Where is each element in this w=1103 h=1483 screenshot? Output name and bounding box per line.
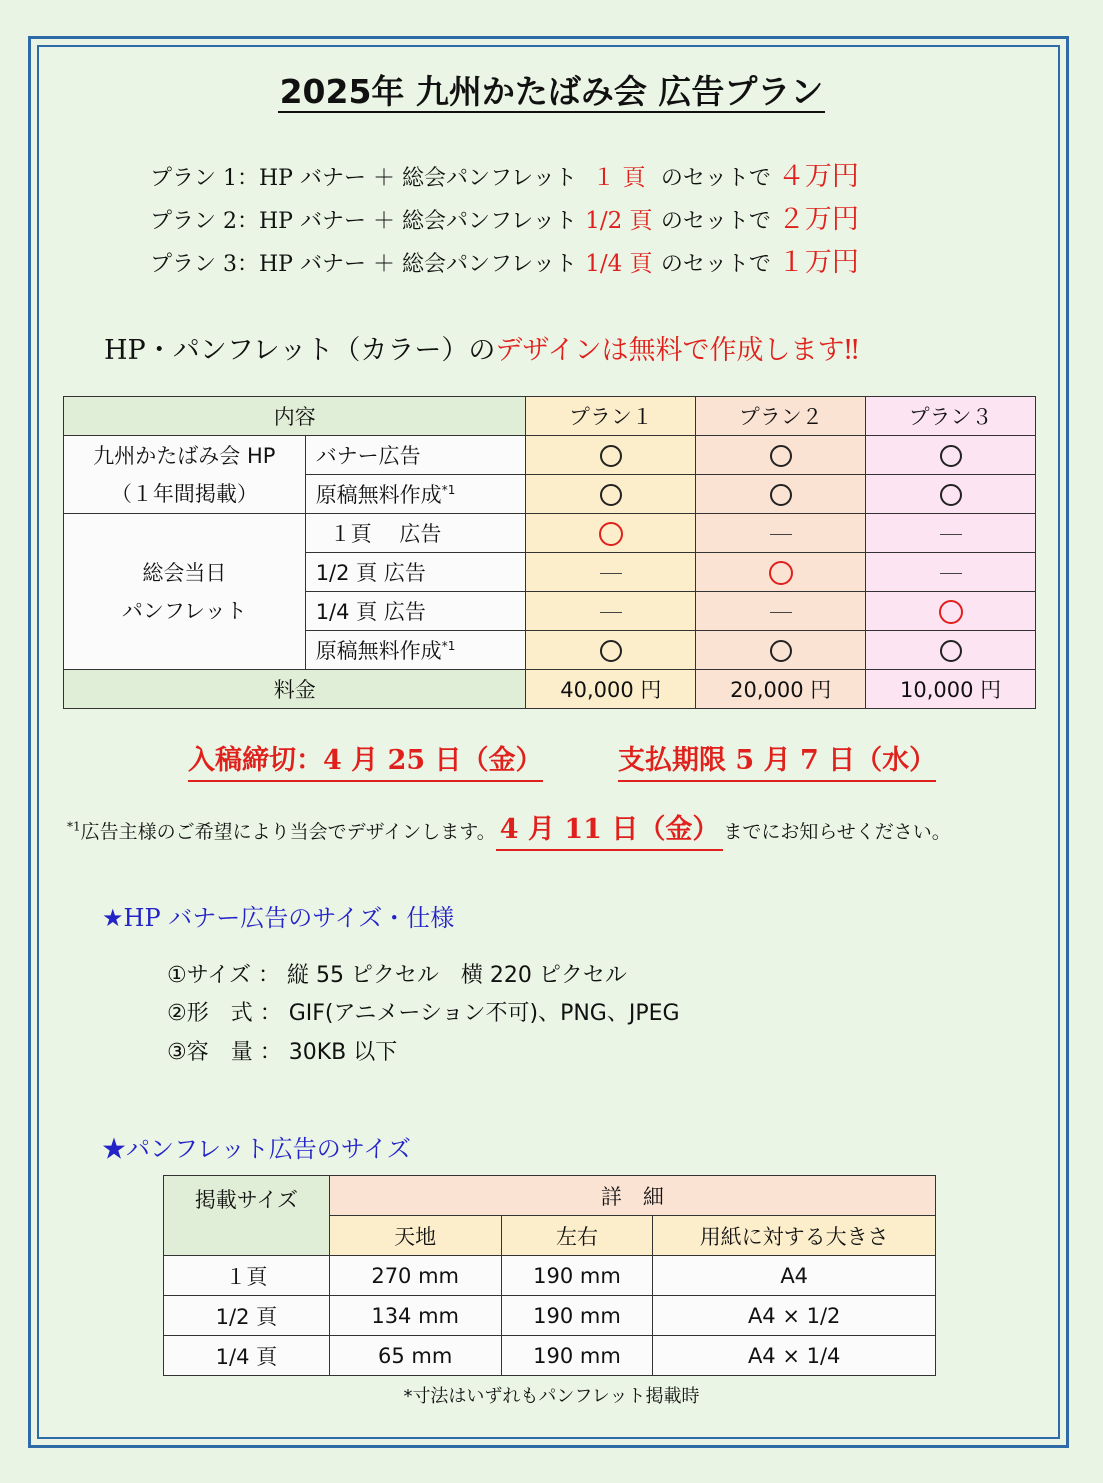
header-ratio: 用紙に対する大きさ xyxy=(653,1216,936,1256)
size-cell: 1/2 頁 xyxy=(164,1296,330,1336)
submission-deadline: 入稿締切：4 月 25 日（金） xyxy=(188,738,543,777)
header-detail: 詳 細 xyxy=(329,1176,935,1216)
height-cell: 65 mm xyxy=(329,1336,501,1376)
dash-mark xyxy=(940,573,962,574)
mark-cell xyxy=(526,514,696,553)
mark-cell xyxy=(696,553,866,592)
mark-cell xyxy=(866,592,1036,631)
mark-cell xyxy=(696,475,866,514)
row-label: 原稿無料作成$^{*1}$ xyxy=(305,475,526,514)
design-note: $^{*1}$広告主様のご希望により当会でデザインします。 4 月 11 日（金） までにお知らせください。 xyxy=(67,807,951,846)
width-cell: 190 mm xyxy=(501,1296,653,1336)
header-plan1: プラン１ xyxy=(526,397,696,436)
mark-cell xyxy=(696,514,866,553)
page-title: 2025年 九州かたばみ会 広告プラン xyxy=(279,72,824,111)
ratio-cell: A4 × 1/2 xyxy=(653,1296,936,1336)
header-width: 左右 xyxy=(501,1216,653,1256)
dash-mark xyxy=(770,612,792,613)
size-cell: １頁 xyxy=(164,1256,330,1296)
mark-cell xyxy=(866,475,1036,514)
mark-cell xyxy=(866,631,1036,670)
red-circle-mark xyxy=(939,600,963,624)
ratio-cell: A4 xyxy=(653,1256,936,1296)
plan-table xyxy=(63,396,1036,709)
width-cell: 190 mm xyxy=(501,1256,653,1296)
height-cell: 270 mm xyxy=(329,1256,501,1296)
row-label: 1/2 頁 広告 xyxy=(305,553,526,592)
pamphlet-footnote: *寸法はいずれもパンフレット掲載時 xyxy=(403,1386,700,1407)
row-label: 1/4 頁 広告 xyxy=(305,592,526,631)
row-label: １頁 広告 xyxy=(305,514,526,553)
size-cell: 1/4 頁 xyxy=(164,1336,330,1376)
width-cell: 190 mm xyxy=(501,1336,653,1376)
table-row xyxy=(164,1296,936,1336)
mark-cell xyxy=(866,514,1036,553)
circle-mark xyxy=(940,484,962,506)
pamphlet-size-table xyxy=(163,1175,936,1376)
circle-mark xyxy=(770,445,792,467)
payment-deadline: 支払期限 5 月 7 日（水） xyxy=(618,738,936,777)
dash-mark xyxy=(600,573,622,574)
fee-label: 料金 xyxy=(64,670,526,709)
row-label: バナー広告 xyxy=(305,436,526,475)
header-size: 掲載サイズ xyxy=(164,1176,330,1256)
hp-spec-heading: ★HP バナー広告のサイズ・仕様 xyxy=(102,904,455,932)
pamphlet-group-cell: 総会当日 パンフレット xyxy=(64,514,306,670)
header-plan2: プラン２ xyxy=(696,397,866,436)
dash-mark xyxy=(770,534,792,535)
hp-group-cell: 九州かたばみ会 HP （１年間掲載） xyxy=(64,436,306,514)
mark-cell xyxy=(526,631,696,670)
height-cell: 134 mm xyxy=(329,1296,501,1336)
plan-line-1: プラン 1：HP バナー ＋ 総会パンフレット １ 頁 のセットで ４万円 xyxy=(150,161,859,192)
table-row xyxy=(164,1336,936,1376)
plan-line-2: プラン 2：HP バナー ＋ 総会パンフレット 1/2 頁 のセットで ２万円 xyxy=(150,204,859,235)
circle-mark xyxy=(940,640,962,662)
mark-cell xyxy=(526,436,696,475)
mark-cell xyxy=(526,553,696,592)
mark-cell xyxy=(866,436,1036,475)
ratio-cell: A4 × 1/4 xyxy=(653,1336,936,1376)
mark-cell xyxy=(696,631,866,670)
circle-mark xyxy=(940,445,962,467)
mark-cell xyxy=(696,592,866,631)
red-circle-mark xyxy=(599,522,623,546)
plan-table-header xyxy=(64,397,1036,436)
mark-cell xyxy=(866,553,1036,592)
mark-cell xyxy=(526,475,696,514)
table-row xyxy=(164,1256,936,1296)
red-circle-mark xyxy=(769,561,793,585)
dash-mark xyxy=(600,612,622,613)
circle-mark xyxy=(600,445,622,467)
hp-spec-item: ②形 式 ： GIF(アニメーション不可)、PNG、JPEG xyxy=(167,1001,680,1026)
header-plan3: プラン３ xyxy=(866,397,1036,436)
header-height: 天地 xyxy=(329,1216,501,1256)
mark-cell xyxy=(696,436,866,475)
mark-cell xyxy=(526,592,696,631)
pamphlet-table-header xyxy=(164,1176,936,1216)
plan-line-3: プラン 3：HP バナー ＋ 総会パンフレット 1/4 頁 のセットで １万円 xyxy=(150,247,859,278)
dash-mark xyxy=(940,534,962,535)
fee-plan1: 40,000 円 xyxy=(526,670,696,709)
hp-spec-item: ③容 量 ： 30KB 以下 xyxy=(167,1040,398,1065)
table-row xyxy=(64,436,1036,475)
design-notice: HP・パンフレット（カラー）のデザインは無料で作成します‼ xyxy=(104,335,859,366)
circle-mark xyxy=(770,484,792,506)
circle-mark xyxy=(600,640,622,662)
hp-spec-item: ①サイズ ： 縦 55 ピクセル 横 220 ピクセル xyxy=(167,963,627,988)
table-row xyxy=(64,514,1036,553)
fee-plan2: 20,000 円 xyxy=(696,670,866,709)
fee-plan3: 10,000 円 xyxy=(866,670,1036,709)
circle-mark xyxy=(770,640,792,662)
fee-row xyxy=(64,670,1036,709)
pamphlet-spec-heading: ★パンフレット広告のサイズ xyxy=(102,1135,411,1163)
circle-mark xyxy=(600,484,622,506)
row-label: 原稿無料作成$^{*1}$ xyxy=(305,631,526,670)
header-content: 内容 xyxy=(64,397,526,436)
